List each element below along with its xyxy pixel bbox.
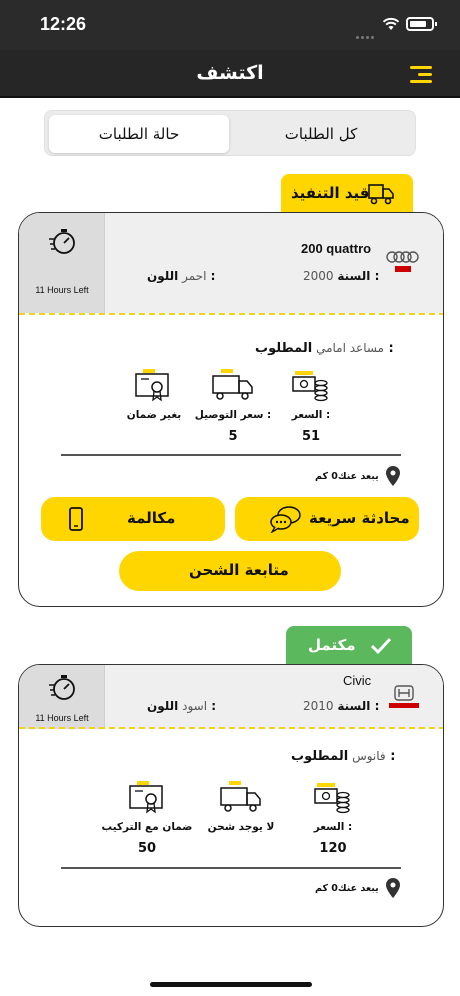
- delivery-label: سعر التوصيل :: [194, 409, 272, 421]
- timer-box: [19, 213, 105, 313]
- status-bar: [0, 0, 460, 50]
- call-button-label: مكالمة: [127, 509, 176, 527]
- truck-icon: [367, 182, 395, 206]
- chat-button-label: محادثة سريعة: [309, 509, 410, 527]
- dashed-divider: [19, 727, 444, 729]
- car-model: Civic: [343, 673, 372, 688]
- warranty-label: ضمان مع التركيب: [101, 821, 193, 833]
- warranty-value: 50: [137, 841, 157, 856]
- order-card[interactable]: [18, 212, 444, 607]
- location-pin-icon: [385, 877, 401, 899]
- price-label: السعر :: [291, 409, 331, 421]
- warranty-label: بغير ضمان: [126, 409, 182, 421]
- order-card[interactable]: [18, 664, 444, 927]
- time-left: 11 Hours Left: [35, 713, 89, 723]
- home-indicator[interactable]: [150, 982, 312, 987]
- wifi-icon: [382, 17, 400, 31]
- delivery-value: 5: [228, 429, 238, 444]
- stopwatch-icon: [47, 225, 79, 257]
- required-part: مساعد امامي: [316, 341, 384, 355]
- honda-logo-icon: [385, 685, 423, 711]
- checkmark-icon: [370, 636, 392, 656]
- car-model: 200 quattro: [301, 241, 372, 256]
- color-label: اللون :: [147, 699, 217, 713]
- call-button[interactable]: [41, 497, 225, 541]
- location-pin-icon: [385, 465, 401, 487]
- time-left: 11 Hours Left: [35, 285, 89, 295]
- dashed-divider: [19, 313, 444, 315]
- tab-orders-status[interactable]: حالة الطلبات: [49, 115, 229, 153]
- stopwatch-icon: [47, 671, 79, 703]
- delivery-label: لا يوجد شحن: [207, 821, 275, 833]
- money-icon: [313, 779, 353, 815]
- menu-icon[interactable]: [410, 66, 432, 84]
- price-label: السعر :: [313, 821, 353, 833]
- status-badge-in-progress: [281, 174, 413, 216]
- track-shipment-button[interactable]: [119, 551, 341, 591]
- price-value: 51: [301, 429, 321, 444]
- car-year: 2000: [303, 269, 334, 283]
- quick-chat-button[interactable]: [235, 497, 419, 541]
- orders-tab-switch: [44, 110, 416, 156]
- distance-text: يبعد عنك0 كم: [315, 471, 379, 482]
- car-color: احمر: [182, 269, 207, 283]
- year-label: السنة :: [337, 269, 380, 283]
- color-label: اللون :: [147, 269, 216, 283]
- required-part: فانوس: [352, 749, 386, 763]
- status-label: قيد التنفيذ: [291, 184, 370, 202]
- status-time: 12:26: [40, 14, 87, 34]
- certificate-icon: [127, 779, 167, 815]
- signal-icon: [356, 24, 376, 43]
- required-label: المطلوب :: [291, 749, 396, 764]
- track-button-label: متابعة الشحن: [189, 561, 289, 579]
- divider: [61, 454, 401, 456]
- price-value: 120: [319, 841, 347, 856]
- phone-icon: [69, 507, 83, 531]
- car-year: 2010: [303, 699, 334, 713]
- tab-all-orders[interactable]: كل الطلبات: [284, 125, 358, 143]
- delivery-truck-icon: [219, 779, 263, 815]
- certificate-icon: [133, 367, 173, 403]
- car-color: اسود: [182, 699, 208, 713]
- page-title: اكتشف: [196, 62, 264, 84]
- distance-text: يبعد عنك0 كم: [315, 883, 379, 894]
- year-label: السنة :: [337, 699, 380, 713]
- divider: [61, 867, 401, 869]
- audi-logo-icon: [385, 249, 421, 275]
- chat-bubbles-icon: [269, 505, 303, 533]
- status-badge-completed: [286, 626, 412, 668]
- timer-box: [19, 665, 105, 729]
- nav-bar: [0, 50, 460, 98]
- delivery-truck-icon: [211, 367, 255, 403]
- money-icon: [291, 367, 331, 403]
- status-label: مكتمل: [308, 636, 356, 654]
- required-label: المطلوب :: [255, 341, 394, 356]
- battery-icon: [406, 17, 434, 31]
